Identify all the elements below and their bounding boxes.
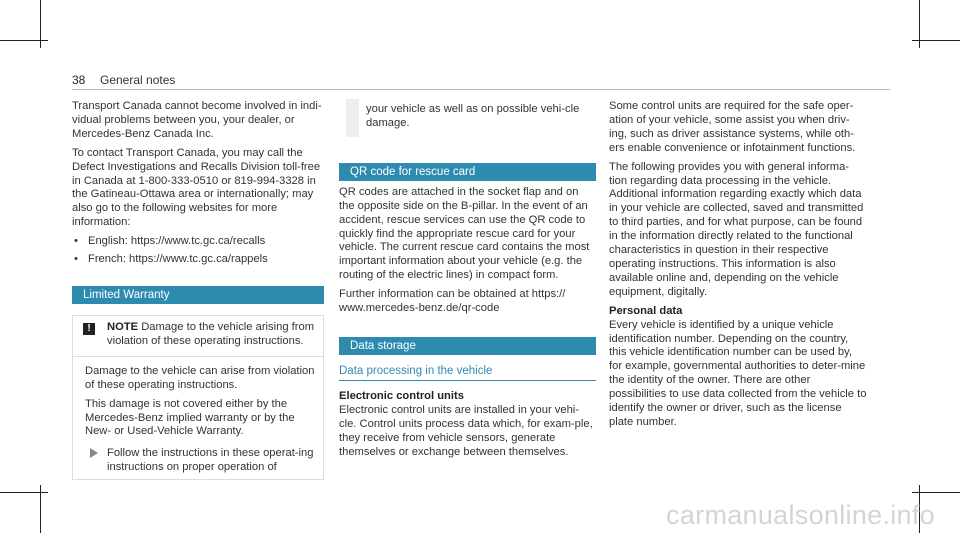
column-3 [609,100,867,435]
note-box [72,315,324,480]
note-label: NOTE [107,320,139,333]
note-continued [339,99,596,137]
column-2 [339,99,596,464]
note-header [73,316,323,357]
website-list [72,235,324,267]
ecu-paragraph: Electronic control units are installed in your vehi-cle. Control units process data which, for exam-ple, they receive from vehicle sensors, generate themselves or exchange between themselves. [339,403,593,458]
note-continued-text: your vehicle as well as on possible vehi-cle damage. [366,103,580,129]
note-title: Damage to the vehicle arising from violation of these operating instructions. [107,320,315,347]
qr-paragraph: QR codes are attached in the socket flap and on the opposite side on the B-pillar. In the event of an accident, rescue services can use the QR code to quickly find the appropriate rescue card for your vehicle. The current rescue card contains the most important information about your vehicle (e.g. the routing of the electric lines) in compact form. [339,185,590,282]
data-processing-paragraph: The following provides you with general informa-tion regarding data processing in the vehicle. Additional information regarding exactly which data in your vehicle are collected, saved and transmitted to third parties, and for what purpose, can be found in the information directly related to the functional characteristics in question in their respective operating instructions. This information is also available online and, depending on the vehicle equipment, digitally. [609,160,864,298]
action-item [85,447,315,475]
page-number: 38 [72,73,86,87]
subheading-data-processing: Data processing in the vehicle [339,365,596,381]
heading-electronic-control-units: Electronic control units [339,389,464,402]
warning-icon: ! [83,323,95,335]
contact-paragraph: To contact Transport Canada, you may call the Defect Investigations and Recalls Division toll-free in Canada at 1-800-333-0510 or 819-994-3328 in the Gatineau-Ottawa area or internationally; may also go to the following websites for more information: [72,146,321,229]
transport-canada-paragraph: Transport Canada cannot become involved in indi-vidual problems between you, your dealer, or Mercedes-Benz Canada Inc. [72,100,322,140]
section-title: General notes [100,73,176,87]
note-body [73,357,323,479]
arrow-right-icon [90,448,98,458]
crop-mark [0,492,48,493]
personal-data-paragraph: Every vehicle is identified by a unique vehicle identification number. Depending on the country, this vehicle identification number can be used by, for example, governmental authorities to deter-mine the identity of the owner. There are other possibilities to use data collected from the vehicle to identify the owner or driver, such as the license plate number. [609,318,867,428]
qr-link-paragraph: Further information can be obtained at https:// www.mercedes-benz.de/qr-code [339,288,566,315]
crop-mark [0,40,48,41]
section-heading-qr-code: QR code for rescue card [339,163,596,181]
crop-mark [912,40,960,41]
column-1 [72,100,324,480]
control-units-paragraph: Some control units are required for the safe oper-ation of your vehicle, some assist you when driv-ing, such as driver assistance systems, while oth-ers enable convenience or infotainment functions. [609,100,856,154]
header-rule [72,89,890,90]
list-item: • French: https://www.tc.gc.ca/rappels [72,253,324,267]
crop-mark [912,492,960,493]
list-item: • English: https://www.tc.gc.ca/recalls [72,235,324,249]
section-heading-warranty: Limited Warranty [72,286,324,304]
heading-personal-data: Personal data [609,304,683,317]
section-heading-data-storage: Data storage [339,337,596,355]
action-text: Follow the instructions in these operat-ing instructions on proper operation of [107,447,314,474]
note-paragraph: This damage is not covered either by the Mercedes-Benz implied warranty or by the New- or Used-Vehicle Warranty. [85,397,295,438]
watermark: carmanualsonline.info [666,500,935,530]
note-paragraph: Damage to the vehicle can arise from violation of these operating instructions. [85,364,315,391]
